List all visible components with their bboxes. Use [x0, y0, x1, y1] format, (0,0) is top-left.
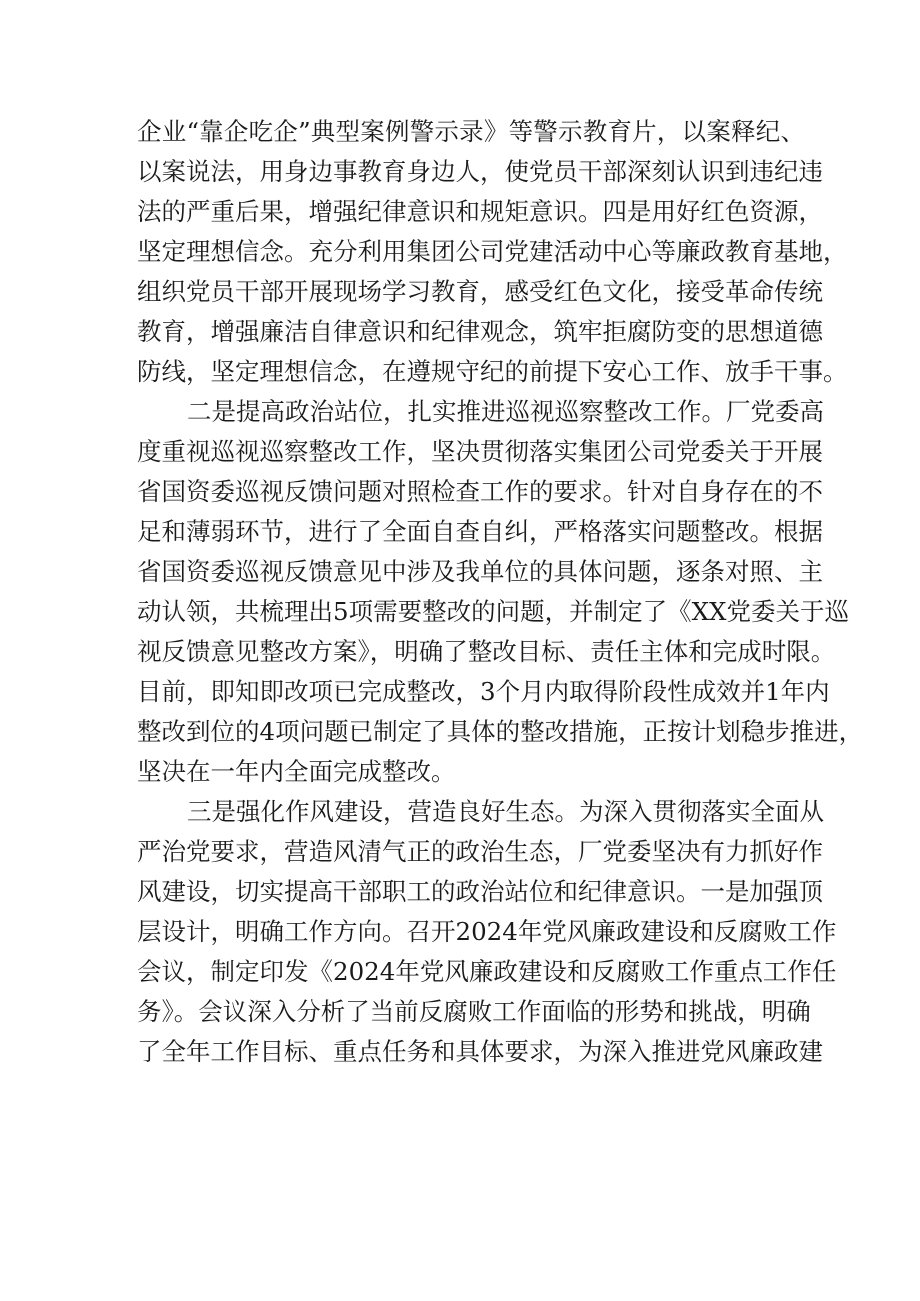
text-line: 二是提高政治站位，扎实推进巡视巡察整改工作。厂党委高 [187, 397, 824, 426]
text-line: 目前，即知即改项已完成整改，3个月内取得阶段性成效并1年内 [137, 677, 830, 706]
text-line: 视反馈意见整改方案》，明确了整改目标、责任主体和完成时限。 [137, 637, 836, 666]
text-line: 组织党员干部开展现场学习教育，感受红色文化，接受革命传统 [137, 277, 823, 306]
text-line: 严治党要求，营造风清气正的政治生态，厂党委坚决有力抓好作 [137, 837, 823, 866]
document-body [137, 112, 864, 1072]
text-line: 防线，坚定理想信念，在遵规守纪的前提下安心工作、放手干事。 [137, 357, 848, 386]
text-line: 风建设，切实提高干部职工的政治站位和纪律意识。一是加强顶 [137, 877, 823, 906]
paragraph-1 [137, 112, 848, 392]
text-line: 足和薄弱环节，进行了全面自查自纠，严格落实问题整改。根据 [137, 517, 823, 546]
paragraph-2 [137, 392, 864, 792]
text-line: 整改到位的4项问题已制定了具体的整改措施，正按计划稳步推进， [137, 717, 864, 746]
text-line: 坚决在一年内全面完成整改。 [137, 757, 456, 786]
text-line: 企业“靠企吃企”典型案例警示录》等警示教育片，以案释纪、 [137, 117, 805, 146]
text-line: 动认领，共梳理出5项需要整改的问题，并制定了《XX党委关于巡 [137, 597, 849, 626]
text-line: 会议，制定印发《2024年党风廉政建设和反腐败工作重点工作任 [137, 957, 837, 986]
text-line: 法的严重后果，增强纪律意识和规矩意识。四是用好红色资源， [137, 197, 823, 226]
text-line: 务》。会议深入分析了当前反腐败工作面临的形势和挑战，明确 [137, 997, 811, 1026]
text-line: 以案说法，用身边事教育身边人，使党员干部深刻认识到违纪违 [137, 157, 823, 186]
text-line: 三是强化作风建设，营造良好生态。为深入贯彻落实全面从 [187, 797, 824, 826]
text-line: 教育，增强廉洁自律意识和纪律观念，筑牢拒腐防变的思想道德 [137, 317, 823, 346]
text-line: 坚定理想信念。充分利用集团公司党建活动中心等廉政教育基地， [137, 237, 848, 266]
text-line: 省国资委巡视反馈意见中涉及我单位的具体问题，逐条对照、主 [137, 557, 823, 586]
text-line: 了全年工作目标、重点任务和具体要求，为深入推进党风廉政建 [137, 1037, 823, 1066]
text-line: 度重视巡视巡察整改工作，坚决贯彻落实集团公司党委关于开展 [137, 437, 823, 466]
text-line: 层设计，明确工作方向。召开2024年党风廉政建设和反腐败工作 [137, 917, 837, 946]
text-line: 省国资委巡视反馈问题对照检查工作的要求。针对自身存在的不 [137, 477, 823, 506]
paragraph-3 [137, 792, 837, 1072]
